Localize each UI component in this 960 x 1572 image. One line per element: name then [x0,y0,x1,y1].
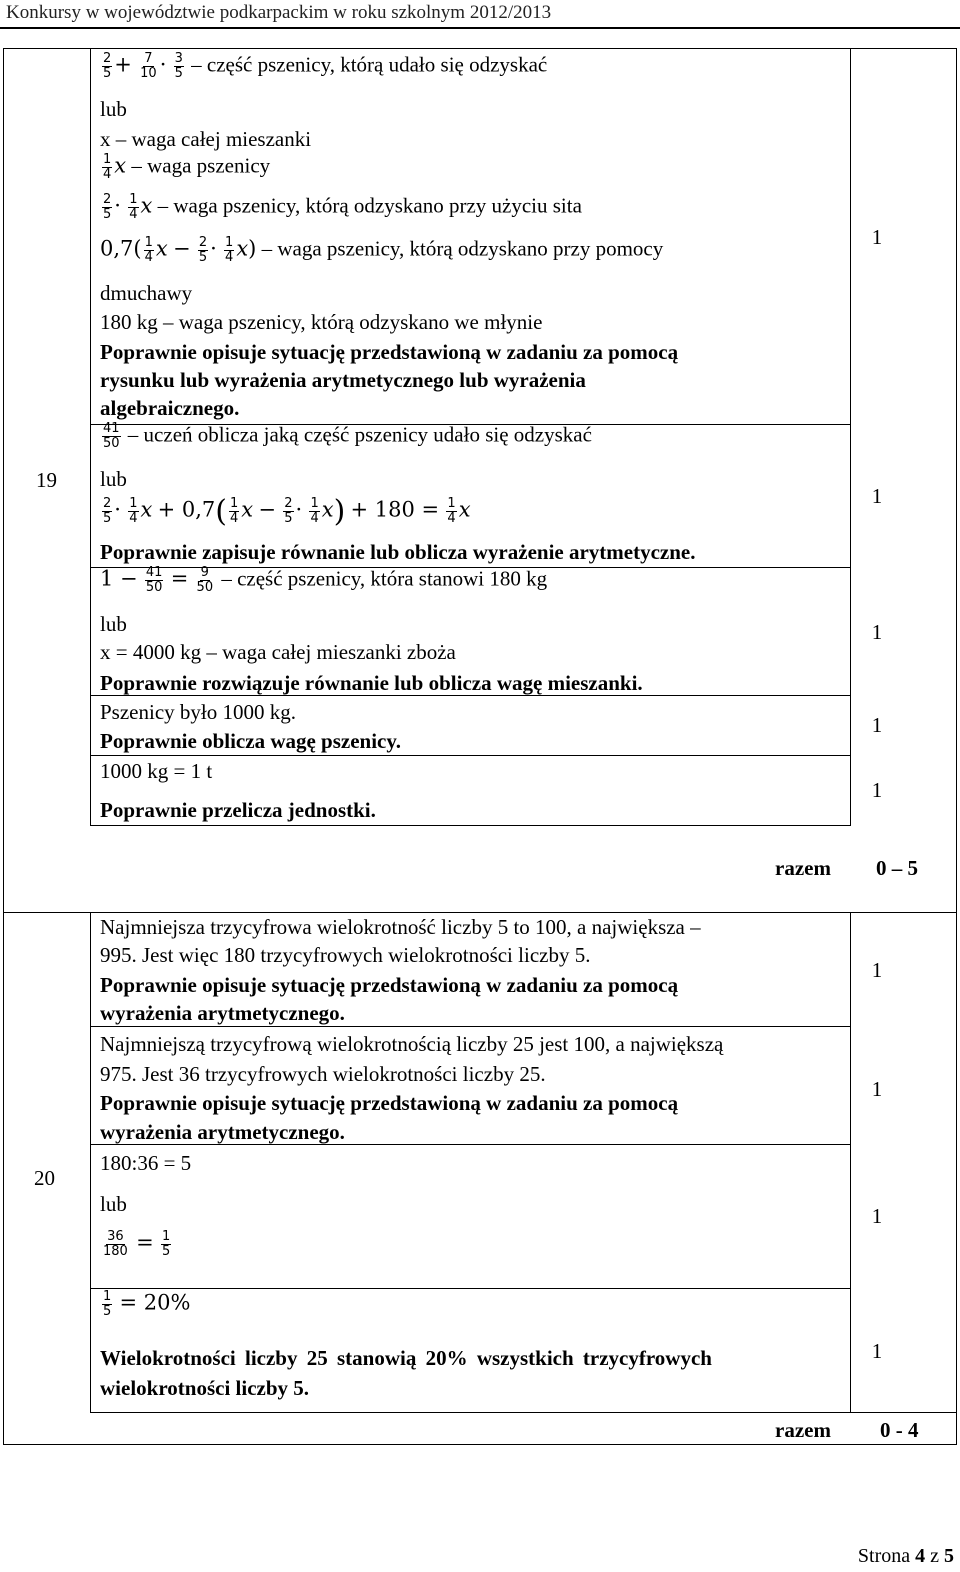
page-footer: Strona 4 z 5 [857,1545,954,1567]
task19-criterion-2: Poprawnie zapisuje równanie lub oblicza wyrażenie arytmetyczne. [100,540,696,564]
task19-line-9-50: 1 − $\frac{41}{50}$ = $\frac{9}{50}$ – część pszenicy, która stanowi 180 kg [100,565,548,595]
task20-criterion-3b: wielokrotności liczby 5. [100,1376,310,1400]
task20-lub: lub [100,1192,127,1216]
task19-lub-3: lub [100,612,127,636]
task19-line-x: x – waga całej mieszanki [100,127,312,151]
task19-criterion-1b: rysunku lub wyrażenia arytmetycznego lub wyrażenia [100,368,586,392]
task19-total-value: 0 – 5 [876,856,918,880]
task20-criterion-2b: wyrażenia arytmetycznego. [100,1120,345,1144]
task20-points-3: 1 [871,1204,883,1228]
task19-line-mill: 180 kg – waga pszenicy, którą odzyskano we młynie [100,310,543,334]
task20-criterion-2a: Poprawnie opisuje sytuację przedstawioną w zadaniu za pomocą [100,1091,679,1115]
task19-criterion-5: Poprawnie przelicza jednostki. [100,798,376,822]
task-number-19: 19 [36,468,57,492]
task20-total-label: razem [775,1418,831,1442]
task20-points-4: 1 [871,1339,883,1363]
task19-lub-2: lub [100,467,127,491]
task19-equation: $\frac{2}{5}$ · $\frac{1}{4}$ x + 0,7( $\frac{1}{4}$ x − $\frac{2}{5}$ · $\frac{1}{4}$ x) + 180 = $\frac{1}{4}$ x [103,494,471,529]
task20-points-1: 1 [871,958,883,982]
task20-para-2b: 975. Jest 36 trzycyfrowych wielokrotności liczby 25. [100,1062,546,1086]
task20-fraction-36-180: $\frac{36}{180}$ = $\frac{1}{5}$ [103,1229,171,1259]
header-divider [0,27,960,29]
task20-criterion-3a: Wielokrotności liczby 25 stanowią 20% wszystkich trzycyfrowych [100,1346,712,1370]
header-title: Konkursy w województwie podkarpackim w roku szkolnym 2012/2013 [6,2,552,23]
task19-line-1000: Pszenicy było 1000 kg. [100,700,296,724]
task20-para-2a: Najmniejszą trzycyfrową wielokrotnością liczby 25 jest 100, a największą [100,1032,724,1056]
task19-line-4000: x = 4000 kg – waga całej mieszanki zboża [100,640,456,664]
task20-para-1a: Najmniejsza trzycyfrowa wielokrotność liczby 5 to 100, a największa – [100,915,701,939]
task19-points-3: 1 [871,620,883,644]
task19-line-dmuchawy: dmuchawy [100,281,193,305]
task19-points-2: 1 [871,484,883,508]
task19-line-blower: 0,7( $\frac{1}{4}$ x − $\frac{2}{5}$ · $\frac{1}{4}$ x) – waga pszenicy, którą odzyskano przy pomocy [100,235,664,265]
task20-criterion-1a: Poprawnie opisuje sytuację przedstawioną w zadaniu za pomocą [100,973,679,997]
task19-line-fraction-expression: $\frac{2}{5}$ + $\frac{7}{10}$ · $\frac{3}{5}$ – część pszenicy, którą udało się odzyskać [103,51,548,81]
task19-points-5: 1 [871,778,883,802]
task19-criterion-4: Poprawnie oblicza wagę pszenicy. [100,729,401,753]
task19-line-sieve: $\frac{2}{5}$ · $\frac{1}{4}$ x – waga pszenicy, którą odzyskano przy użyciu sita [103,192,582,222]
task20-criterion-1b: wyrażenia arytmetycznego. [100,1001,345,1025]
task19-points-4: 1 [871,713,883,737]
task20-line-180-36: 180:36 = 5 [100,1151,192,1175]
task19-points-1: 1 [871,225,883,249]
page-header [0,0,960,24]
task20-fraction-20pct: $\frac{1}{5}$ = 20% [103,1289,191,1319]
task19-total-label: razem [775,856,831,880]
task20-total-value: 0 - 4 [880,1418,919,1442]
task20-points-2: 1 [871,1077,883,1101]
task19-line-41-50: $\frac{41}{50}$ – uczeń oblicza jaką część pszenicy udało się odzyskać [103,421,592,451]
task20-para-1b: 995. Jest więc 180 trzycyfrowych wielokrotności liczby 5. [100,943,591,967]
task19-criterion-1c: algebraicznego. [100,396,240,420]
task19-line-1t: 1000 kg = 1 t [100,759,213,783]
task19-criterion-1a: Poprawnie opisuje sytuację przedstawioną w zadaniu za pomocą [100,340,679,364]
task-number-20: 20 [34,1166,55,1190]
task19-line-quarter-x: $\frac{1}{4}$ x – waga pszenicy [103,152,271,182]
task19-criterion-3: Poprawnie rozwiązuje równanie lub oblicza wagę mieszanki. [100,671,643,695]
task19-lub-1: lub [100,97,127,121]
